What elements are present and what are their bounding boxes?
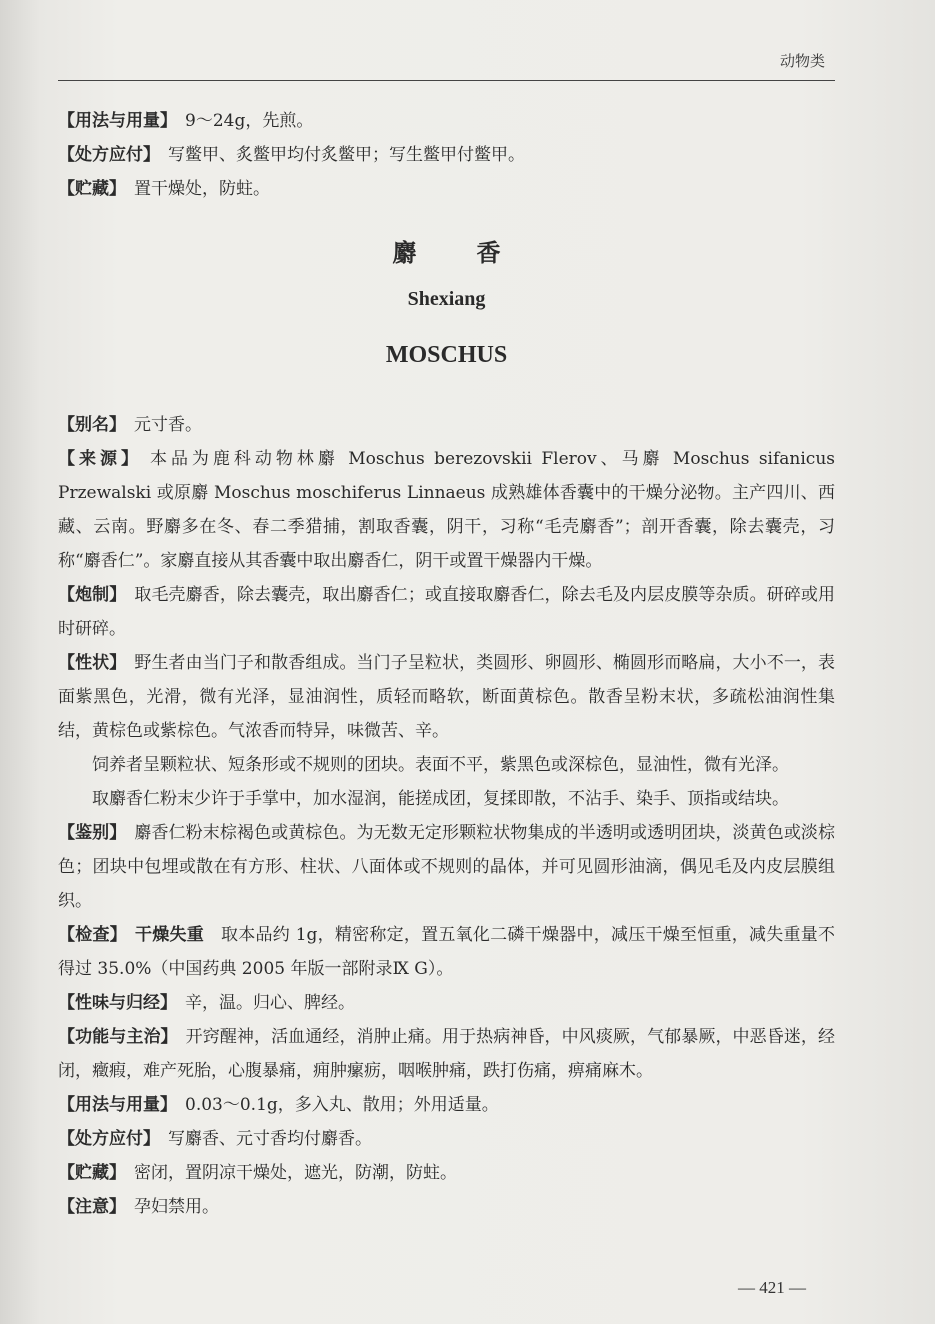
entry-label: 【炮制】 [58, 585, 127, 605]
entry-label: 【别名】 [58, 415, 126, 435]
entry-text: 置干燥处，防蛀。 [134, 179, 270, 199]
entry-text: 麝香仁粉末棕褐色或黄棕色。为无数无定形颗粒状物集成的半透明或透明团块，淡黄色或淡棕色；团块中包埋或散在有方形、柱状、八面体或不规则的晶体，并可见圆形油滴，偶见毛及内皮层膜组织。 [58, 823, 836, 911]
page-content [58, 104, 835, 1224]
entry-prescription [58, 1122, 835, 1156]
entry-text: 本品为鹿科动物林麝 Moschus berezovskii Flerov、马麝 Moschus sifanicus Przewalski 或原麝 Moschus moschiferus Linnaeus 成熟雄体香囊中的干燥分泌物。主产四川、西藏、云南。野麝多在冬、春二季猎捕，割取香囊，阴干，习称“毛壳麝香”；剖开香囊，除去囊壳，习称“麝香仁”。家麝直接从其香囊中取出麝香仁，阴干或置干燥器内干燥。 [58, 449, 835, 571]
title-latin: MOSCHUS [385, 342, 508, 368]
entry-label: 【功能与主治】 [58, 1027, 178, 1047]
entry-text: 取毛壳麝香，除去囊壳，取出麝香仁；或直接取麝香仁，除去毛及内层皮膜等杂质。研碎或用时研碎。 [58, 585, 836, 639]
entry-text: 辛，温。归心、脾经。 [185, 993, 355, 1013]
entry-label: 【注意】 [58, 1197, 126, 1217]
entry-prescription-prev [58, 138, 835, 172]
entry-text: 9～24g，先煎。 [185, 111, 314, 131]
entry-label: 【来源】 [58, 449, 142, 469]
entry-label: 【处方应付】 [58, 1129, 160, 1149]
entry-text: 取本品约 1g，精密称定，置五氧化二磷干燥器中，减压干燥至恒重，减失重量不得过 35.0%（中国药典 2005 年版一部附录Ⅸ G）。 [58, 925, 835, 979]
entry-storage-prev [58, 172, 835, 206]
entry-label: 【鉴别】 [58, 823, 127, 843]
entry-label: 【贮藏】 [58, 1163, 126, 1183]
entry-sublabel: 干燥失重 [135, 925, 205, 945]
entry-text: 写鳖甲、炙鳖甲均付炙鳖甲；写生鳖甲付鳖甲。 [168, 145, 525, 165]
page-number: — 421 — [738, 1278, 806, 1297]
characteristics-paragraph-2: 饲养者呈颗粒状、短条形或不规则的团块。表面不平，紫黑色或深棕色，显油性，微有光泽。 [92, 755, 789, 775]
title-chinese: 麝香 [392, 239, 561, 267]
entry-text: 密闭，置阴凉干燥处，遮光，防潮，防蛀。 [134, 1163, 457, 1183]
entry-function [58, 1020, 835, 1088]
entry-nature-meridian [58, 986, 835, 1020]
entry-text: 0.03～0.1g，多入丸、散用；外用适量。 [185, 1095, 499, 1115]
entry-text: 开窍醒神，活血通经，消肿止痛。用于热病神昏，中风痰厥，气郁暴厥，中恶昏迷，经闭，癥瘕，难产死胎，心腹暴痛，痈肿瘰疬，咽喉肿痛，跌打伤痛，痹痛麻木。 [58, 1027, 836, 1081]
entry-caution [58, 1190, 835, 1224]
entry-label: 【用法与用量】 [58, 111, 177, 131]
entry-text: 孕妇禁用。 [134, 1197, 219, 1217]
entry-label: 【检查】 [58, 925, 128, 945]
entry-text: 野生者由当门子和散香组成。当门子呈粒状，类圆形、卵圆形、椭圆形而略扁，大小不一，表面紫黑色，光滑，微有光泽，显油润性，质轻而略软，断面黄棕色。散香呈粉末状，多疏松油润性集结，黄棕色或紫棕色。气浓香而特异，味微苦、辛。 [58, 653, 836, 741]
header-rule [58, 80, 835, 81]
entry-label: 【性状】 [58, 653, 127, 673]
entry-usage [58, 1088, 835, 1122]
entry-inspection [58, 918, 835, 986]
entry-storage [58, 1156, 835, 1190]
characteristics-paragraph-3: 取麝香仁粉末少许于手掌中，加水湿润，能搓成团，复揉即散，不沾手、染手、顶指或结块。 [92, 789, 789, 809]
entry-label: 【处方应付】 [58, 145, 160, 165]
section-header: 动物类 [779, 52, 825, 70]
entry-source [58, 442, 835, 578]
entry-label: 【性味与归经】 [58, 993, 177, 1013]
entry-text: 元寸香。 [134, 415, 202, 435]
entry-identification [58, 816, 835, 918]
entry-characteristics [58, 646, 835, 748]
entry-text: 写麝香、元寸香均付麝香。 [168, 1129, 372, 1149]
entry-processing [58, 578, 835, 646]
entry-label: 【用法与用量】 [58, 1095, 177, 1115]
entry-usage-prev [58, 104, 835, 138]
entry-alias [58, 408, 835, 442]
entry-label: 【贮藏】 [58, 179, 126, 199]
title-pinyin: Shexiang [407, 288, 486, 310]
